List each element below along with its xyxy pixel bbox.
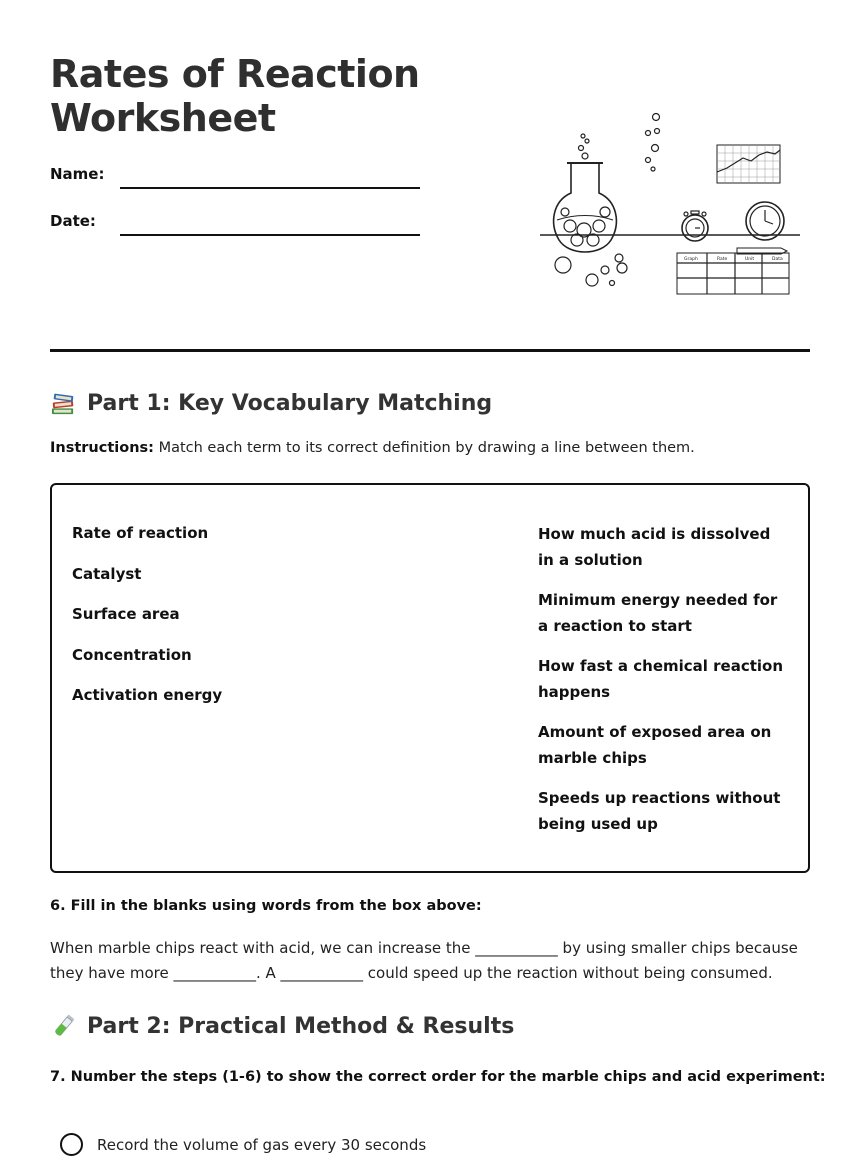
q7-label: 7. Number the steps (1-6) to show the correct order for the marble chips and acid experiment: [50,1069,826,1085]
lab-illustration [535,108,815,303]
name-field[interactable] [120,187,420,189]
part1-heading-text: Part 1: Key Vocabulary Matching [87,391,493,416]
instructions-text: Match each term to its correct definition by drawing a line between them. [153,440,695,456]
page-title: Rates of Reaction Worksheet [50,52,420,140]
step-number-circle[interactable] [60,1133,83,1156]
terms-column [72,521,222,724]
term-item[interactable]: Activation energy [72,686,223,704]
definition-item[interactable]: Amount of exposed area on marble chips [538,723,772,767]
q6-label: 6. Fill in the blanks using words from the box above: [50,898,482,914]
term-item[interactable]: Catalyst [72,564,142,583]
part1-instructions [50,440,695,456]
table-header-rate: Rate [717,257,728,262]
part1-heading [50,390,492,417]
definition-item[interactable]: How fast a chemical reaction happens [538,657,784,701]
step-item [60,1133,426,1156]
term-item[interactable]: Rate of reaction [72,524,209,542]
test-tube-icon [50,1013,77,1040]
q6-fill-in-text[interactable]: When marble chips react with acid, we can increase the ___________ by using smaller chips because they have more ___________. A ___________ could speed up the reaction without being consumed. [50,939,798,982]
step-text: Record the volume of gas every 30 seconds [97,1135,427,1154]
name-label: Name: [50,165,105,183]
term-item[interactable]: Surface area [72,605,180,623]
definition-item[interactable]: Speeds up reactions without being used up [538,789,781,833]
table-header-unit: Unit [745,257,755,262]
term-item[interactable]: Concentration [72,645,192,664]
definition-item[interactable]: How much acid is dissolved in a solution [538,525,771,569]
table-header-data: Data [772,257,783,262]
definitions-column [538,521,788,851]
part2-heading [50,1013,514,1040]
table-header-graph: Graph [684,257,698,262]
date-field[interactable] [120,234,420,236]
matching-box [50,483,810,873]
definition-item[interactable]: Minimum energy needed for a reaction to start [538,591,778,635]
part2-heading-text: Part 2: Practical Method & Results [87,1014,515,1039]
header-divider [50,349,810,352]
books-icon [50,390,77,417]
date-label: Date: [50,212,96,230]
instructions-lead: Instructions: [50,440,154,456]
